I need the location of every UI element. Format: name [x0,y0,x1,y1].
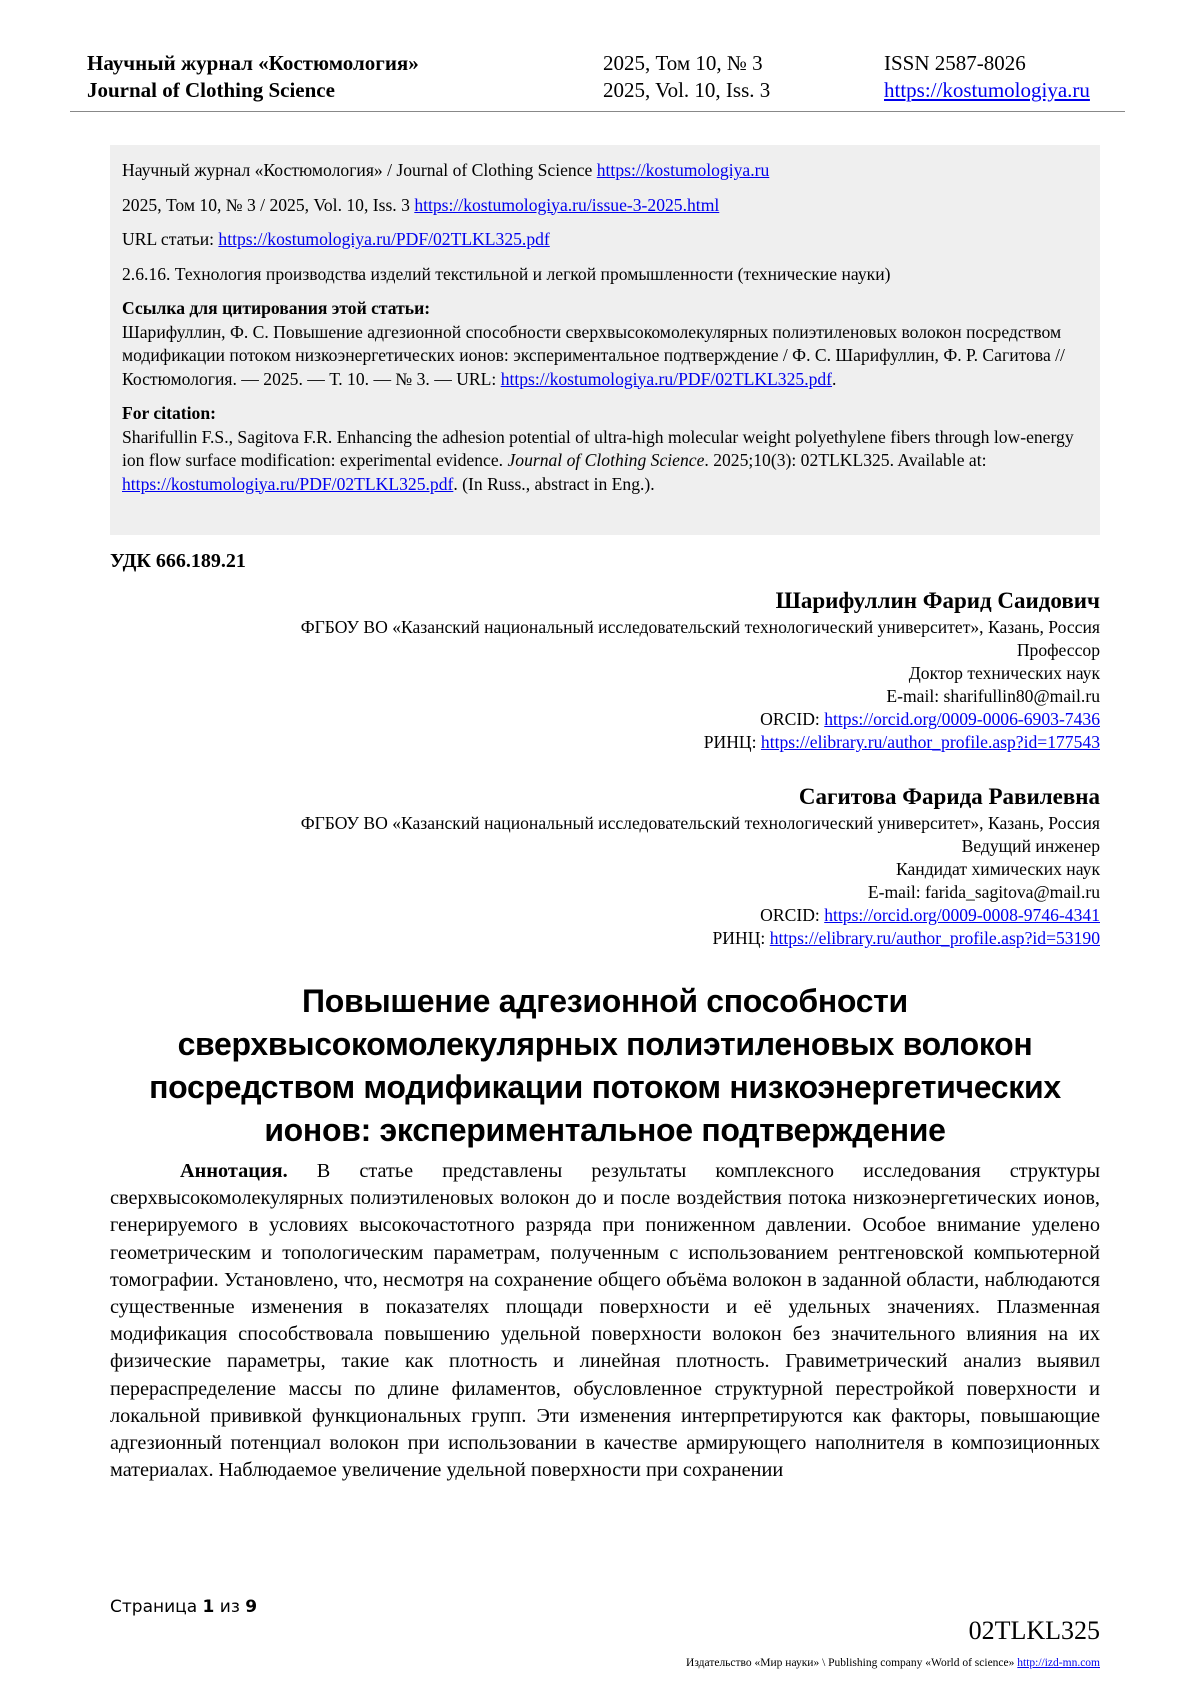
author-rinc: РИНЦ: https://elibrary.ru/author_profile.asp?id=177543 [703,732,1100,752]
header-divider [70,111,1125,112]
author-block-2 [100,782,1100,950]
journal-title-ru: Научный журнал «Костюмология» [87,51,419,75]
abstract-label: Аннотация. [180,1160,288,1182]
cite-en-link[interactable]: https://kostumologiya.ru/PDF/02TLKL325.pdf [122,473,454,494]
author-rinc: РИНЦ: https://elibrary.ru/author_profile.asp?id=53190 [712,928,1100,948]
cite-en: For citation: Sharifullin F.S., Sagitova F.R. Enhancing the adhesion potential of ultra-high molecular weight polyethylene fibers through low-energy ion flow surface modification: experimental evidence. Journal of Clothing Science. 2025;10(3): 02TLKL325. Available at: https://kostumologiya.ru/PDF/02TLKL325.pdf. (In Russ., abstract in Eng.). [122,403,1074,494]
cite-ru-link[interactable]: https://kostumologiya.ru/PDF/02TLKL325.pdf [500,368,833,389]
author-degree: Кандидат химических наук [896,859,1100,879]
cite-en-journal: Journal of Clothing Science [507,450,705,470]
orcid-link[interactable]: https://orcid.org/0009-0006-6903-7436 [824,709,1100,729]
author-orcid: ORCID: https://orcid.org/0009-0006-6903-7436 [760,709,1100,729]
cite-issue-line: 2025, Том 10, № 3 / 2025, Vol. 10, Iss. 3 https://kostumologiya.ru/issue-3-2025.html [122,194,720,215]
issue-ru: 2025, Том 10, № 3 [603,51,763,75]
issue-header [603,50,770,104]
orcid-link[interactable]: https://orcid.org/0009-0008-9746-4341 [824,905,1100,925]
author-position: Ведущий инженер [961,836,1100,856]
author-degree: Доктор технических наук [908,663,1100,683]
cite-issue-link[interactable]: https://kostumologiya.ru/issue-3-2025.html [414,194,720,215]
rinc-link[interactable]: https://elibrary.ru/author_profile.asp?id=53190 [769,928,1100,948]
author-email: E-mail: sharifullin80@mail.ru [886,686,1100,706]
issn-header [884,50,1090,104]
abstract [110,1158,1100,1484]
issn: ISSN 2587-8026 [884,51,1026,75]
publisher-line: Издательство «Мир науки» \ Publishing company «World of science» http://izd-mn.com [686,1657,1100,1669]
author-affiliation: ФГБОУ ВО «Казанский национальный исследовательский технологический университет», Казань, Россия [300,813,1100,833]
journal-title-header [87,50,419,104]
cite-en-text: Sharifullin F.S., Sagitova F.R. Enhancing the adhesion potential of ultra-high molecular weight polyethylene fibers through low-energy ion flow surface modification: experimental evidence. [122,426,1074,470]
author-name: Шарифуллин Фарид Саидович [775,588,1100,613]
author-name: Сагитова Фарида Равилевна [798,784,1100,809]
cite-specialty: 2.6.16. Технология производства изделий текстильной и легкой промышленности (технические науки) [122,263,891,284]
article-title: Повышение адгезионной способности сверхвысокомолекулярных полиэтиленовых волокон посредством модификации потоком низкоэнергетических ионов: экспериментальное подтверждение [149,983,1061,1148]
journal-title-en: Journal of Clothing Science [87,78,335,102]
rinc-link[interactable]: https://elibrary.ru/author_profile.asp?id=177543 [760,732,1100,752]
journal-site-link[interactable]: https://kostumologiya.ru [884,78,1090,102]
page-total: 9 [245,1597,258,1617]
cite-journal-link[interactable]: https://kostumologiya.ru [596,160,770,180]
publisher-link[interactable]: http://izd-mn.com [1017,1657,1100,1669]
citation-box [110,145,1100,535]
cite-ru-text: Шарифуллин, Ф. С. Повышение адгезионной способности сверхвысокомолекулярных полиэтиленовых волокон посредством модификации потоком низкоэнергетических ионов: экспериментальное подтверждение / Ф. С. Шарифуллин, Ф. Р. Сагитова // Костюмология. — 2025. — Т. 10. — № 3. — URL: [122,321,1065,389]
author-block-1 [100,586,1100,754]
author-orcid: ORCID: https://orcid.org/0009-0008-9746-4341 [760,905,1100,925]
cite-url-line: URL статьи: https://kostumologiya.ru/PDF/02TLKL325.pdf [122,229,550,249]
udk-code: УДК 666.189.21 [110,550,246,572]
cite-ru: Ссылка для цитирования этой статьи: Шарифуллин, Ф. С. Повышение адгезионной способности сверхвысокомолекулярных полиэтиленовых волокон посредством модификации потоком низкоэнергетических ионов: экспериментальное подтверждение / Ф. С. Шарифуллин, Ф. Р. Сагитова // Костюмология. — 2025. — Т. 10. — № 3. — URL: https://kostumologiya.ru/PDF/02TLKL325.pdf. [122,298,1065,389]
page-number: 1 [202,1597,215,1617]
author-email: E-mail: farida_sagitova@mail.ru [867,882,1100,902]
cite-ru-label: Ссылка для цитирования этой статьи: [122,298,431,318]
cite-article-link[interactable]: https://kostumologiya.ru/PDF/02TLKL325.pdf [218,229,550,249]
cite-en-label: For citation: [122,403,216,423]
abstract-text: В статье представлены результаты комплексного исследования структуры сверхвысокомолекулярных полиэтиленовых волокон до и после воздействия потока низкоэнергетических ионов, генерируемого в условиях высокочастотного разряда при пониженном давлении. Особое внимание уделено геометрическим и топологическим параметрам, полученным с использованием рентгеновской компьютерной томографии. Установлено, что, несмотря на сохранение общего объёма волокон в заданной области, наблюдаются существенные изменения в показателях площади поверхности и её удельных значениях. Плазменная модификация способствовала повышению удельной поверхности волокон без значительного влияния на их физические параметры, такие как плотность и линейная плотность. Гравиметрический анализ выявил перераспределение массы по длине филаментов, обусловленное структурной перестройкой поверхности и локальной прививкой функциональных групп. Эти изменения интерпретируются как факторы, повышающие адгезионный потенциал волокон при использовании в качестве армирующего наполнителя в композиционных материалах. Наблюдаемое увеличение удельной поверхности при сохранении [110,1160,1100,1482]
article-code: 02TLKL325 [968,1616,1100,1645]
author-affiliation: ФГБОУ ВО «Казанский национальный исследовательский технологический университет», Казань, Россия [300,617,1100,637]
issue-en: 2025, Vol. 10, Iss. 3 [603,78,771,102]
author-position: Профессор [1016,640,1100,660]
page-counter: Страница 1 из 9 [110,1597,258,1617]
cite-journal-line: Научный журнал «Костюмология» / Journal of Clothing Science https://kostumologiya.ru [122,160,770,180]
